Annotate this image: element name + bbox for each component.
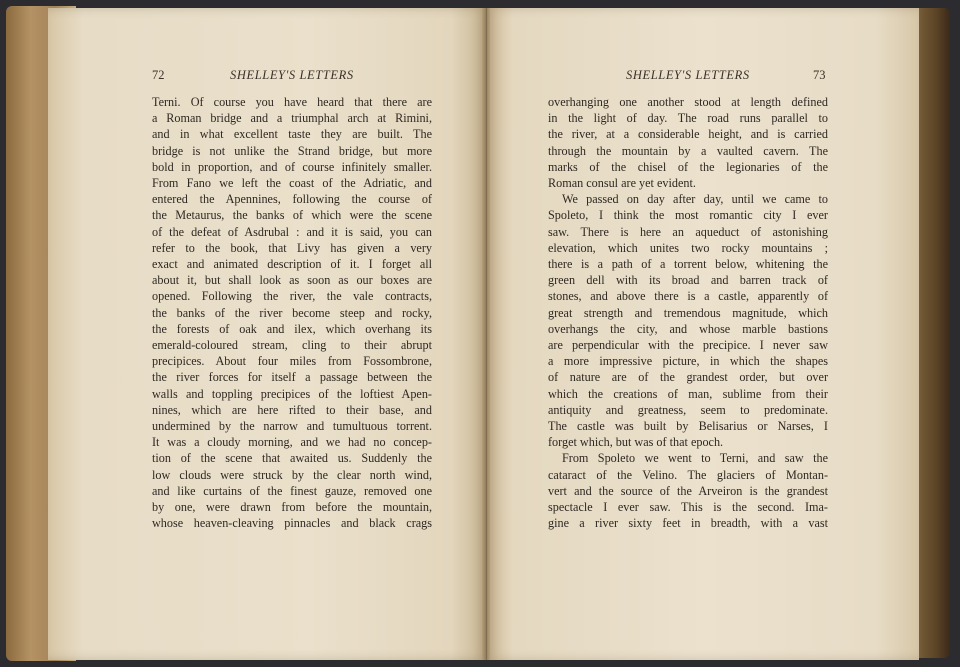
left-page-number: 72 <box>152 68 165 82</box>
text-line: vert and the source of the Arveiron is the grandest <box>548 483 828 498</box>
text-line: elevation, which unites two rocky mountains ; <box>548 240 828 255</box>
text-line: The castle was built by Belisarius or Narses, I <box>548 419 828 434</box>
paragraph-start-line: We passed on day after day, until we came to <box>562 192 828 207</box>
text-line: cataract of the Velino. The glaciers of Montan- <box>548 467 828 482</box>
paragraph-start-line: From Spoleto we went to Terni, and saw the <box>562 451 828 466</box>
text-line: Spoleto, I think the most romantic city I ever <box>548 208 828 223</box>
text-line: marks of the chisel of the legionaries of the <box>548 159 828 174</box>
text-line: bold in proportion, and of course infinitely smaller. <box>152 159 432 174</box>
left-page-text <box>152 94 432 531</box>
text-line: From Fano we left the coast of the Adriatic, and <box>152 176 432 191</box>
text-line: the river forces for itself a passage between the <box>152 370 432 385</box>
text-line: antiquity and greatness, seem to predominate. <box>548 402 828 417</box>
text-line: Terni. Of course you have heard that there are <box>152 95 432 109</box>
text-line: about it, but shall look as soon as our boxes are <box>152 273 432 288</box>
text-line: the Metaurus, the banks of which were the scene <box>152 208 432 223</box>
text-line: walls and toppling precipices of the loftiest Apen- <box>152 386 432 401</box>
text-line: in the light of day. The road runs parallel to <box>548 111 828 126</box>
text-line: opened. Following the river, the vale contracts, <box>152 289 432 304</box>
text-line: through the mountain by a vaulted cavern. The <box>548 143 828 158</box>
text-line: spectacle I ever saw. This is the second. Ima- <box>548 500 828 515</box>
text-line: exact and animated description of it. I forget all <box>152 257 432 272</box>
text-line: Roman consul are yet evident. <box>548 176 696 191</box>
text-line: a more impressive picture, in which the shapes <box>548 354 828 369</box>
left-running-head: SHELLEY'S LETTERS <box>230 68 354 82</box>
text-line: gine a river sixty feet in breadth, with a vast <box>548 516 828 531</box>
text-line: overhangs the city, and whose marble bastions <box>548 321 828 336</box>
text-line: nines, which are here rifted to their base, and <box>152 402 432 417</box>
text-line: of nature are of the grandest order, but over <box>548 370 828 385</box>
text-line: are perpendicular with the precipice. I never saw <box>548 338 828 353</box>
text-line: great strength and tremendous magnitude, which <box>548 305 828 320</box>
text-line: stones, and above there is a castle, apparently of <box>548 289 828 304</box>
text-line: the river, at a considerable height, and is carried <box>548 127 828 142</box>
text-line: It was a cloudy morning, and we had no concep- <box>152 435 432 450</box>
text-line: bridge is not unlike the Strand bridge, but more <box>152 143 432 158</box>
book-gutter <box>482 8 490 660</box>
text-line: whose heaven-cleaving pinnacles and black crags <box>152 516 432 531</box>
text-line: precipices. About four miles from Fossombrone, <box>152 354 432 369</box>
text-line: overhanging one another stood at length defined <box>548 95 828 109</box>
text-line: low clouds were struck by the clear north wind, <box>152 467 432 482</box>
text-line: and like curtains of the finest gauze, removed one <box>152 483 432 498</box>
text-line: undermined by the narrow and tumultuous torrent. <box>152 419 432 434</box>
text-line: of the defeat of Asdrubal : and it is said, you can <box>152 224 432 239</box>
text-line: emerald-coloured stream, cling to their abrupt <box>152 338 432 353</box>
text-line: tion of the scene that awaited us. Suddenly the <box>152 451 432 466</box>
text-line: green dell with its broad and barren track of <box>548 273 828 288</box>
text-line: there is a path of a torrent below, whitening the <box>548 257 828 272</box>
text-line: saw. There is here an aqueduct of astonishing <box>548 224 828 239</box>
text-line: and in what excellent taste they are built. The <box>152 127 432 142</box>
text-line: which the creations of man, sublime from their <box>548 386 828 401</box>
text-line: the forests of oak and ilex, which overhang its <box>152 321 432 336</box>
right-running-head: SHELLEY'S LETTERS <box>626 68 750 82</box>
right-page-text <box>548 94 828 531</box>
text-line: the banks of the river become steep and rocky, <box>152 305 432 320</box>
text-line: by one, were drawn from before the mountain, <box>152 500 432 515</box>
text-line: refer to the book, that Livy has given a very <box>152 240 432 255</box>
text-line: entered the Apennines, following the course of <box>152 192 432 207</box>
text-line: forget which, but was of that epoch. <box>548 435 724 450</box>
right-page-number: 73 <box>813 68 826 82</box>
text-line: a Roman bridge and a triumphal arch at Rimini, <box>152 111 432 126</box>
